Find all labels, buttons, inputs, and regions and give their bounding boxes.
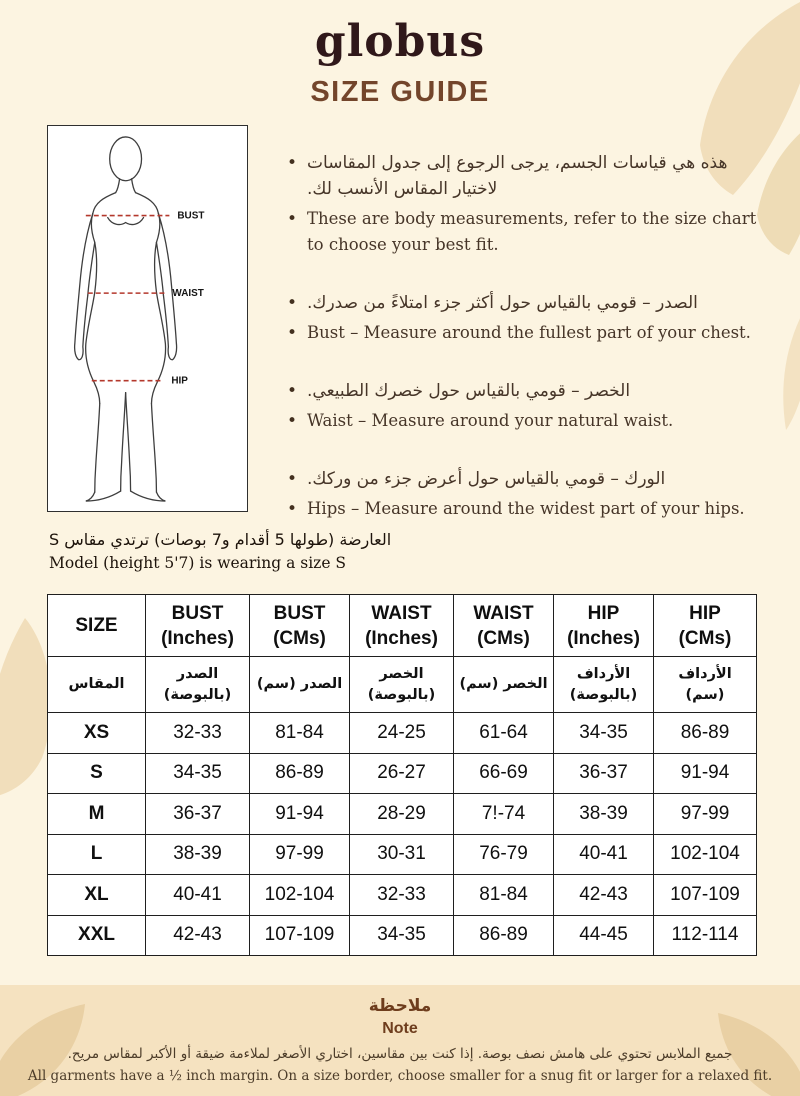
instruction-english: Waist – Measure around your natural waist. — [307, 411, 674, 430]
instruction-arabic: الورك – قومي بالقياس حول أعرض جزء من وركك. — [307, 469, 666, 489]
table-cell: 28-29 — [350, 794, 454, 835]
size-label: XXL — [48, 915, 146, 956]
model-note — [49, 530, 589, 572]
table-cell: 30-31 — [350, 834, 454, 875]
bullet-icon: • — [287, 411, 298, 431]
instruction-english: Hips – Measure around the widest part of your hips. — [307, 499, 745, 518]
header-cell-arabic: الصدر (سم) — [250, 657, 350, 713]
table-cell: 26-27 — [350, 753, 454, 794]
body-measurement-figure — [47, 125, 248, 512]
header-cell-arabic: الأرداف (سم) — [654, 657, 757, 713]
table-cell: 40-41 — [554, 834, 654, 875]
figure-label-waist: WAIST — [172, 288, 204, 300]
table-cell: 86-89 — [250, 753, 350, 794]
header-cell-arabic: الخصر (بالبوصة) — [350, 657, 454, 713]
table-cell: 42-43 — [554, 875, 654, 916]
table-cell: 40-41 — [146, 875, 250, 916]
bullet-icon: • — [287, 323, 298, 343]
table-cell: 66-69 — [454, 753, 554, 794]
header-cell-arabic: الأرداف (بالبوصة) — [554, 657, 654, 713]
table-cell: 34-35 — [350, 915, 454, 956]
instruction-item-hip — [287, 466, 765, 522]
instruction-english: Bust – Measure around the fullest part of your chest. — [307, 323, 751, 342]
bullet-icon: • — [287, 209, 298, 229]
header-cell: WAIST (Inches) — [350, 595, 454, 657]
table-row — [48, 915, 757, 956]
header-cell: WAIST (CMs) — [454, 595, 554, 657]
note-text-arabic: جميع الملابس تحتوي على هامش نصف بوصة. إذا كنت بين مقاسين، اختاري الأصغر لملاءمة ضيقة أو الأكبر لمقاس مريح. — [67, 1046, 733, 1062]
size-label: XS — [48, 713, 146, 754]
table-row — [48, 713, 757, 754]
page-title: SIZE GUIDE — [310, 76, 490, 108]
table-cell: 34-35 — [146, 753, 250, 794]
table-cell: 97-99 — [654, 794, 757, 835]
table-cell: 36-37 — [146, 794, 250, 835]
table-cell: 76-79 — [454, 834, 554, 875]
size-chart-table — [47, 594, 757, 956]
size-label: S — [48, 753, 146, 794]
table-cell: 102-104 — [654, 834, 757, 875]
header-cell: SIZE — [48, 595, 146, 657]
bullet-icon: • — [287, 153, 298, 173]
table-cell: 32-33 — [350, 875, 454, 916]
table-cell: 42-43 — [146, 915, 250, 956]
brand-logo: globus — [314, 16, 486, 67]
instruction-arabic: هذه هي قياسات الجسم، يرجى الرجوع إلى جدول المقاسات لاختيار المقاس الأنسب لك. — [307, 153, 728, 199]
instructions-list — [287, 150, 765, 554]
table-cell: 24-25 — [350, 713, 454, 754]
header-cell-arabic: الصدر (بالبوصة) — [146, 657, 250, 713]
instruction-arabic: الخصر – قومي بالقياس حول خصرك الطبيعي. — [307, 381, 631, 401]
size-label: M — [48, 794, 146, 835]
table-cell: 91-94 — [654, 753, 757, 794]
bullet-icon: • — [287, 499, 298, 519]
table-cell: 86-89 — [454, 915, 554, 956]
table-cell: 36-37 — [554, 753, 654, 794]
model-note-english: Model (height 5'7) is wearing a size S — [49, 554, 347, 572]
footer-note-band — [0, 985, 800, 1096]
header-cell: BUST (Inches) — [146, 595, 250, 657]
figure-label-bust: BUST — [177, 210, 205, 222]
table-row — [48, 794, 757, 835]
table-cell: 44-45 — [554, 915, 654, 956]
table-row — [48, 753, 757, 794]
table-cell: 97-99 — [250, 834, 350, 875]
footer-content — [0, 985, 800, 1084]
table-cell: 86-89 — [654, 713, 757, 754]
table-cell: 34-35 — [554, 713, 654, 754]
table-cell: 81-84 — [250, 713, 350, 754]
instruction-item-overview — [287, 150, 765, 258]
table-cell: 32-33 — [146, 713, 250, 754]
table-cell: 61-64 — [454, 713, 554, 754]
table-row — [48, 875, 757, 916]
instruction-item-waist — [287, 378, 765, 434]
header-cell: HIP (CMs) — [654, 595, 757, 657]
size-label: XL — [48, 875, 146, 916]
size-label: L — [48, 834, 146, 875]
instruction-item-bust — [287, 290, 765, 346]
figure-label-hip: HIP — [171, 375, 188, 387]
note-title-arabic: ملاحظة — [368, 996, 432, 1016]
note-title-english: Note — [382, 1020, 418, 1037]
table-header-english — [48, 595, 757, 657]
table-cell: 38-39 — [146, 834, 250, 875]
table-cell: 112-114 — [654, 915, 757, 956]
header-cell: HIP (Inches) — [554, 595, 654, 657]
instruction-arabic: الصدر – قومي بالقياس حول أكثر جزء امتلاءً من صدرك. — [307, 293, 698, 313]
table-cell: 38-39 — [554, 794, 654, 835]
mannequin-illustration — [48, 126, 247, 511]
table-cell: 7!-74 — [454, 794, 554, 835]
table-header-arabic — [48, 657, 757, 713]
header-cell: BUST (CMs) — [250, 595, 350, 657]
table-cell: 81-84 — [454, 875, 554, 916]
header-cell-arabic: الخصر (سم) — [454, 657, 554, 713]
bullet-icon: • — [287, 469, 298, 489]
table-cell: 107-109 — [654, 875, 757, 916]
bullet-icon: • — [287, 381, 298, 401]
table-cell: 91-94 — [250, 794, 350, 835]
bullet-icon: • — [287, 293, 298, 313]
instruction-english: These are body measurements, refer to the size chart to choose your best fit. — [307, 209, 757, 254]
note-text-english: All garments have a ½ inch margin. On a size border, choose smaller for a snug fit or larger for a relaxed fit. — [27, 1068, 773, 1084]
table-cell: 102-104 — [250, 875, 350, 916]
header-cell-arabic: المقاس — [48, 657, 146, 713]
table-cell: 107-109 — [250, 915, 350, 956]
table-row — [48, 834, 757, 875]
model-note-arabic: العارضة (طولها 5 أقدام و7 بوصات) ترتدي مقاس S — [49, 530, 392, 549]
